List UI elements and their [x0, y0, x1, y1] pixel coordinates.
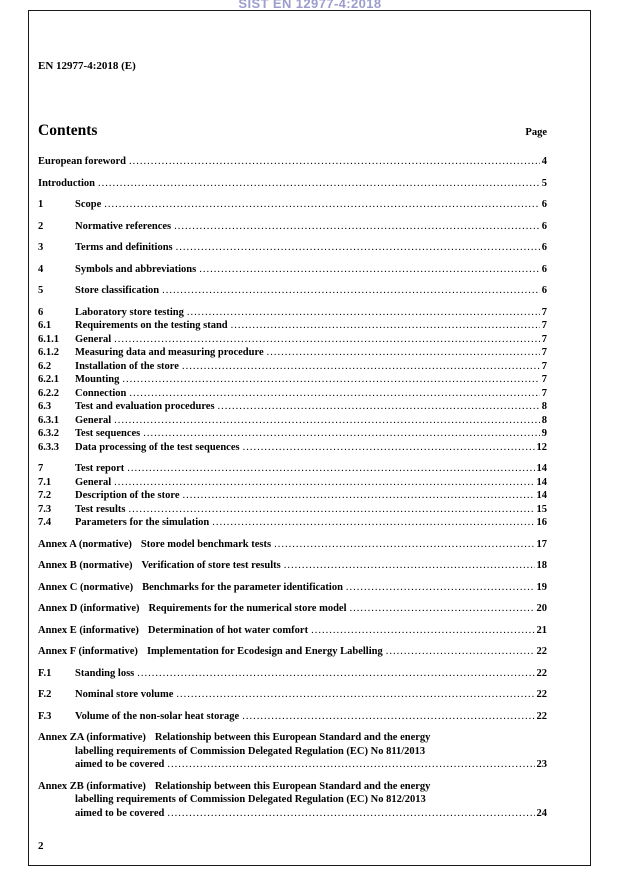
toc-entry	[38, 731, 547, 772]
toc-entry-title: Test and evaluation procedures	[75, 401, 215, 412]
toc-entry-page: 17	[536, 538, 547, 550]
toc-entry-page: 14	[536, 490, 547, 501]
toc-entry-title: Requirements on the testing stand	[75, 320, 228, 331]
toc-entry-page: 7	[541, 374, 547, 385]
toc-entry	[38, 462, 547, 476]
toc-entry-number: 6.1.2	[38, 347, 59, 358]
toc-entry	[38, 155, 547, 169]
toc-entry-page: 7	[541, 333, 547, 345]
toc-entry	[38, 241, 547, 255]
toc-dot-leader	[167, 807, 534, 821]
toc-entry	[38, 198, 547, 212]
toc-entry-page: 22	[536, 646, 547, 657]
toc-entry	[38, 263, 547, 277]
toc-dot-leader	[174, 220, 540, 234]
toc-entry	[38, 516, 547, 530]
toc-entry-title: Laboratory store testing	[75, 306, 184, 318]
toc-entry-page: 22	[536, 710, 547, 722]
toc-entry-title: General	[75, 333, 112, 345]
toc-entry-title: Nominal store volume	[75, 689, 174, 700]
toc-dot-leader	[114, 476, 534, 490]
toc-entry-page: 21	[536, 624, 547, 636]
toc-entry-page: 14	[536, 476, 547, 488]
toc-entry-title: Terms and definitions	[75, 242, 173, 253]
contents-title: Contents	[38, 122, 98, 139]
toc-entry-label: Annex A (normative)	[38, 538, 132, 550]
toc-entry	[38, 559, 547, 573]
toc-entry-page: 22	[536, 667, 547, 679]
toc-entry	[38, 489, 547, 503]
toc-dot-leader	[128, 503, 534, 517]
toc-entry-title: General	[75, 476, 112, 488]
toc-entry	[38, 667, 547, 681]
toc-entry-title: Description of the store	[75, 490, 180, 501]
toc-entry-line: labelling requirements of Commission Delegated Regulation (EC) No 811/2013	[75, 745, 426, 757]
toc-entry-title: Determination of hot water comfort	[147, 624, 309, 636]
toc-entry-page: 7	[541, 320, 547, 331]
toc-entry-page: 23	[536, 759, 547, 770]
toc-entry-number: 5	[38, 285, 44, 296]
toc-entry	[38, 387, 547, 401]
toc-entry	[38, 688, 547, 702]
toc-entry	[38, 306, 547, 320]
toc-entry-page: 7	[541, 347, 547, 358]
toc-entry-title: Requirements for the numerical store model	[148, 603, 347, 614]
toc-entry-line	[38, 780, 547, 794]
toc-entry-title: Introduction	[38, 177, 95, 189]
toc-entry-line	[75, 807, 547, 821]
toc-entry-title: Test report	[75, 463, 125, 474]
toc-dot-leader	[242, 710, 534, 724]
toc-entry-title: Relationship between this European Standard and the energy	[154, 732, 431, 743]
toc-entry-page: 5	[541, 177, 547, 189]
toc-entry-page: 8	[541, 401, 547, 412]
toc-dot-leader	[284, 559, 535, 573]
toc-dot-leader	[346, 581, 535, 595]
toc-dot-leader	[176, 241, 540, 255]
toc-entry-label: Annex ZB (informative)	[38, 780, 146, 792]
toc-entry-number: F.1	[38, 667, 52, 679]
toc-entry-page: 14	[536, 463, 547, 474]
toc-dot-leader	[182, 360, 540, 374]
toc-entry-title: Store model benchmark tests	[140, 538, 272, 550]
toc-entry	[38, 476, 547, 490]
toc-entry-title: Relationship between this European Standard and the energy	[154, 780, 431, 792]
toc-entry-label: Annex B (normative)	[38, 560, 133, 571]
toc-entry-title: General	[75, 414, 112, 426]
toc-entry-number: 6.2.1	[38, 374, 59, 385]
sist-watermark: SIST EN 12977-4:2018	[238, 0, 382, 11]
page-column-label: Page	[525, 127, 547, 138]
toc-entry-page: 8	[541, 414, 547, 426]
toc-entry-page: 15	[536, 503, 547, 515]
toc-entry-title: Connection	[75, 387, 127, 399]
toc-entry-number: 4	[38, 263, 44, 275]
toc-dot-leader	[143, 427, 540, 441]
toc-entry-title: Scope	[75, 199, 102, 210]
toc-entry-title: Verification of store test results	[141, 560, 281, 571]
toc-entry-number: 1	[38, 199, 44, 210]
toc-entry-number: 6.2	[38, 360, 52, 372]
toc-entry-page: 6	[541, 199, 547, 210]
toc-entry-number: 7.2	[38, 490, 52, 501]
toc-entry-title: Benchmarks for the parameter identification	[142, 581, 343, 593]
toc-dot-leader	[114, 333, 540, 347]
toc-entry-title: Standing loss	[75, 667, 135, 679]
toc-entry-number: 6.3.1	[38, 414, 59, 426]
toc-entry-page: 22	[536, 689, 547, 700]
toc-entry-page: 16	[536, 517, 547, 528]
toc-entry-number: 7.3	[38, 503, 52, 515]
toc-entry-line: labelling requirements of Commission Delegated Regulation (EC) No 812/2013	[75, 794, 426, 805]
toc-entry-number: 2	[38, 220, 44, 232]
toc-entry-line	[75, 758, 547, 772]
toc-dot-leader	[274, 538, 534, 552]
toc-entry-page: 6	[541, 285, 547, 296]
toc-entry-page: 7	[541, 387, 547, 399]
toc-entry-number: 6.3	[38, 401, 52, 412]
toc-entry	[38, 780, 547, 821]
toc-entry-page: 7	[541, 306, 547, 318]
toc-entry	[38, 581, 547, 595]
toc-dot-leader	[129, 155, 540, 169]
toc-entry-page: 6	[541, 263, 547, 275]
toc-entry	[38, 602, 547, 616]
toc-entry	[38, 284, 547, 298]
toc-entry	[38, 441, 547, 455]
toc-entry-page: 4	[541, 156, 547, 167]
toc-dot-leader	[114, 414, 540, 428]
toc-dot-leader	[218, 400, 540, 414]
toc-dot-leader	[267, 346, 540, 360]
toc-entry-label: Annex E (informative)	[38, 624, 139, 636]
toc-entry	[38, 414, 547, 428]
toc-dot-leader	[386, 645, 535, 659]
toc-entry-page: 12	[536, 441, 547, 453]
toc-entry-title: Measuring data and measuring procedure	[75, 347, 264, 358]
toc-entry-title: Installation of the store	[75, 360, 179, 372]
toc-entry-title: European foreword	[38, 156, 126, 167]
contents-header	[38, 122, 547, 140]
toc-entry	[38, 400, 547, 414]
toc-dot-leader	[122, 373, 539, 387]
toc-entry-title: Test sequences	[75, 428, 141, 439]
toc-dot-leader	[199, 263, 540, 277]
toc-entry	[38, 177, 547, 191]
document-reference-header: EN 12977-4:2018 (E)	[38, 60, 136, 72]
toc-entry-number: 7.1	[38, 476, 52, 488]
toc-dot-leader	[231, 319, 540, 333]
toc-dot-leader	[176, 688, 534, 702]
toc-entry-title: Symbols and abbreviations	[75, 263, 197, 275]
toc-entry-title: Parameters for the simulation	[75, 517, 210, 528]
toc-dot-leader	[212, 516, 534, 530]
toc-dot-leader	[162, 284, 540, 298]
toc-entry	[38, 710, 547, 724]
toc-entry	[38, 333, 547, 347]
toc-entry-page: 20	[536, 603, 547, 614]
toc-entry-title: Volume of the non-solar heat storage	[75, 710, 240, 722]
toc-entry	[38, 503, 547, 517]
toc-dot-leader	[167, 758, 534, 772]
toc-entry-number: F.2	[38, 689, 52, 700]
toc-entry-page: 6	[541, 220, 547, 232]
toc-entry-number: F.3	[38, 710, 52, 722]
toc-entry-title: aimed to be covered	[75, 807, 165, 819]
toc-dot-leader	[129, 387, 539, 401]
page-border-frame	[28, 10, 591, 866]
toc-entry-label: Annex ZA (informative)	[38, 732, 146, 743]
toc-entry	[38, 645, 547, 659]
toc-entry-title: Normative references	[75, 220, 172, 232]
toc-entry-number: 6.3.2	[38, 428, 59, 439]
table-of-contents	[38, 155, 547, 820]
toc-entry	[38, 319, 547, 333]
toc-entry	[38, 373, 547, 387]
toc-entry-line	[38, 731, 547, 745]
footer-page-number: 2	[38, 840, 44, 852]
toc-entry-title: Data processing of the test sequences	[75, 441, 240, 453]
toc-entry-title: Mounting	[75, 374, 120, 385]
toc-dot-leader	[137, 667, 534, 681]
toc-entry	[38, 427, 547, 441]
toc-entry-title: Test results	[75, 503, 126, 515]
toc-dot-leader	[127, 462, 534, 476]
toc-entry-number: 6.3.3	[38, 441, 59, 453]
toc-entry	[38, 538, 547, 552]
toc-entry-number: 7.4	[38, 517, 52, 528]
toc-entry	[38, 360, 547, 374]
toc-entry	[38, 220, 547, 234]
toc-entry-page: 18	[536, 560, 547, 571]
toc-dot-leader	[183, 489, 535, 503]
toc-entry-title: Implementation for Ecodesign and Energy Labelling	[146, 646, 383, 657]
toc-entry-number: 6.1	[38, 320, 52, 331]
toc-entry-number: 6.2.2	[38, 387, 59, 399]
toc-dot-leader	[350, 602, 535, 616]
toc-entry-page: 6	[541, 242, 547, 253]
toc-dot-leader	[104, 198, 540, 212]
toc-entry-number: 6	[38, 306, 44, 318]
toc-entry-number: 6.1.1	[38, 333, 59, 345]
toc-entry-title: aimed to be covered	[75, 759, 165, 770]
toc-entry-number: 3	[38, 242, 44, 253]
toc-entry-page: 24	[536, 807, 547, 819]
toc-dot-leader	[311, 624, 534, 638]
toc-entry-number: 7	[38, 463, 44, 474]
toc-dot-leader	[243, 441, 535, 455]
toc-entry	[38, 624, 547, 638]
toc-entry-label: Annex F (informative)	[38, 646, 138, 657]
toc-entry-page: 19	[536, 581, 547, 593]
toc-entry-page: 7	[541, 360, 547, 372]
toc-entry-title: Store classification	[75, 285, 160, 296]
toc-dot-leader	[98, 177, 540, 191]
toc-entry-label: Annex D (informative)	[38, 603, 140, 614]
toc-entry-page: 9	[541, 428, 547, 439]
toc-entry-label: Annex C (normative)	[38, 581, 134, 593]
toc-dot-leader	[187, 306, 540, 320]
toc-entry	[38, 346, 547, 360]
